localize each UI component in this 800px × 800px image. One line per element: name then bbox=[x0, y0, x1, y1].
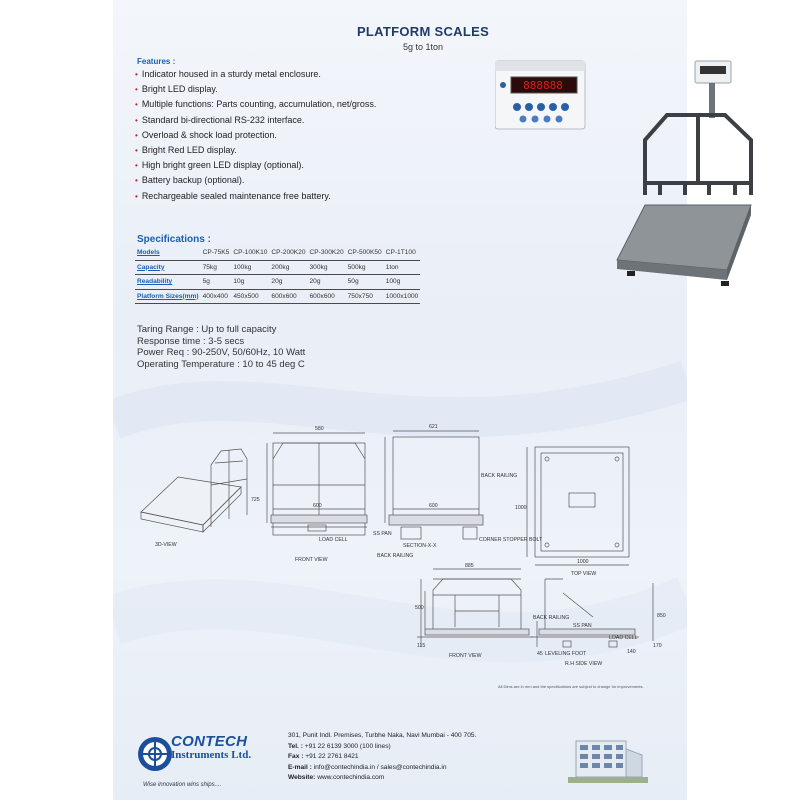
dim-1000w: 1000 bbox=[577, 559, 589, 565]
label-back-railing: BACK RAILING bbox=[377, 553, 414, 559]
contech-logo-icon bbox=[135, 734, 175, 774]
email-link[interactable]: info@contechindia.in / sales@contechindia.in bbox=[313, 763, 447, 771]
page-subtitle: 5g to 1ton bbox=[402, 42, 444, 52]
row-header: Capacity bbox=[135, 260, 201, 275]
label-ss-pan: SS PAN bbox=[373, 531, 392, 537]
label-front-view: FRONT VIEW bbox=[295, 557, 328, 563]
feature-item: • Bright LED display. bbox=[135, 84, 218, 95]
table-row bbox=[135, 289, 420, 304]
label-front-view-2: FRONT VIEW bbox=[449, 653, 482, 659]
note-line: Operating Temperature : 10 to 45 deg C bbox=[137, 358, 305, 370]
table-cell: 100g bbox=[384, 275, 421, 290]
label-section: SECTION-X-X bbox=[403, 543, 437, 549]
drawing-side-view bbox=[385, 431, 483, 539]
fax-line: Fax : +91 22 2761 8421 bbox=[288, 753, 359, 761]
bullet-icon: • bbox=[135, 176, 138, 186]
feature-item: • Overload & shock load protection. bbox=[135, 129, 277, 140]
dim-500: 500 bbox=[415, 605, 424, 611]
feature-item: • Multiple functions: Parts counting, accumulation, net/gross. bbox=[135, 99, 377, 110]
dim-115: 115 bbox=[417, 643, 426, 649]
operating-notes bbox=[137, 324, 305, 370]
table-cell: 20g bbox=[269, 275, 307, 290]
table-cell: 20g bbox=[308, 275, 346, 290]
technical-drawings bbox=[133, 415, 673, 685]
table-row bbox=[135, 260, 420, 275]
dim-580: 580 bbox=[315, 426, 324, 432]
email-line: E-mail : info@contechindia.in / sales@contechindia.in bbox=[288, 763, 447, 771]
brochure-page bbox=[113, 0, 687, 800]
table-cell: 750x750 bbox=[346, 289, 384, 304]
features-heading: Features : bbox=[137, 57, 176, 66]
label-leveling-foot: LEVELING FOOT bbox=[545, 651, 587, 657]
specifications-table bbox=[135, 246, 420, 304]
building-photo bbox=[568, 735, 648, 785]
website-line: Website: www.contechindia.com bbox=[288, 774, 385, 782]
company-name-line2: Instruments Ltd. bbox=[171, 749, 252, 761]
website-link[interactable]: www.contechindia.com bbox=[317, 774, 385, 782]
dim-45: 45 bbox=[537, 651, 543, 657]
label-corner-stopper: CORNER STOPPER BOLT bbox=[479, 537, 543, 543]
table-cell: CP-300K20 bbox=[308, 246, 346, 260]
label-ss-pan-2: SS PAN bbox=[573, 623, 592, 629]
dim-850: 850 bbox=[657, 613, 666, 619]
page-title: PLATFORM SCALES bbox=[356, 24, 490, 39]
label-3d-view: 3D-VIEW bbox=[155, 542, 177, 548]
dim-621: 621 bbox=[429, 424, 438, 430]
bullet-icon: • bbox=[135, 146, 138, 156]
dim-140: 140 bbox=[627, 649, 636, 655]
table-cell: 300kg bbox=[308, 260, 346, 275]
table-cell: CP-75K5 bbox=[201, 246, 232, 260]
bullet-icon: • bbox=[135, 191, 138, 201]
dim-725: 725 bbox=[251, 497, 260, 503]
bullet-icon: • bbox=[135, 100, 138, 110]
label-back-railing-3: BACK RAILING bbox=[533, 615, 570, 621]
table-cell: 5g bbox=[201, 275, 232, 290]
table-cell: 50g bbox=[346, 275, 384, 290]
feature-item: • Battery backup (optional). bbox=[135, 175, 245, 186]
label-back-railing-2: BACK RAILING bbox=[481, 473, 518, 479]
company-tagline: Wise innovation wins ships.... bbox=[143, 782, 222, 788]
table-cell: 500kg bbox=[346, 260, 384, 275]
table-row bbox=[135, 275, 420, 290]
bullet-icon: • bbox=[135, 70, 138, 79]
note-line: Response time : 3-5 secs bbox=[137, 335, 245, 347]
table-cell: 450x500 bbox=[231, 289, 269, 304]
dim-1000h: 1000 bbox=[515, 505, 527, 511]
bullet-icon: • bbox=[135, 130, 138, 140]
features-list bbox=[135, 67, 376, 204]
table-cell: 600x600 bbox=[269, 289, 307, 304]
company-address bbox=[288, 731, 476, 784]
feature-item: • Bright Red LED display. bbox=[135, 145, 237, 156]
table-cell: CP-100K10 bbox=[231, 246, 269, 260]
table-cell: 1000x1000 bbox=[384, 289, 421, 304]
drawing-top-view bbox=[527, 447, 629, 565]
table-cell: CP-500K50 bbox=[346, 246, 384, 260]
drawing-3d-view bbox=[141, 449, 247, 532]
label-rh-side-view: R.H SIDE VIEW bbox=[565, 661, 603, 667]
table-cell: 10g bbox=[231, 275, 269, 290]
table-cell: 1ton bbox=[384, 260, 421, 275]
feature-item: • Standard bi-directional RS-232 interface. bbox=[135, 114, 305, 125]
dim-600a: 600 bbox=[313, 503, 322, 509]
table-row bbox=[135, 246, 420, 260]
specifications-heading: Specifications : bbox=[137, 234, 211, 245]
phone-line: Tel. : +91 22 6139 3000 (100 lines) bbox=[288, 742, 391, 750]
label-load-cell: LOAD CELL bbox=[319, 537, 348, 543]
dimension-disclaimer: All Dims are in mm and the specifications are subject to change for improvements. bbox=[498, 684, 644, 689]
indicator-closeup bbox=[495, 61, 585, 129]
note-line: Power Req : 90-250V, 50/60Hz, 10 Watt bbox=[137, 347, 306, 358]
drawing-front-view bbox=[267, 433, 367, 535]
company-name: CONTECH bbox=[171, 733, 248, 750]
table-cell: 600x600 bbox=[308, 289, 346, 304]
table-cell: 200kg bbox=[269, 260, 307, 275]
bullet-icon: • bbox=[135, 115, 138, 125]
dim-170: 170 bbox=[653, 643, 662, 649]
note-line: Taring Range : Up to full capacity bbox=[137, 324, 277, 335]
feature-item: • Rechargeable sealed maintenance free battery. bbox=[135, 190, 331, 201]
dim-885: 885 bbox=[465, 563, 474, 569]
bullet-icon: • bbox=[135, 85, 138, 95]
feature-item: • Indicator housed in a sturdy metal enclosure. bbox=[135, 69, 321, 79]
bullet-icon: • bbox=[135, 161, 138, 171]
feature-item: • High bright green LED display (optional). bbox=[135, 160, 304, 171]
address-line: 301, Punit Indl. Premises, Turbhe Naka, Navi Mumbai - 400 705. bbox=[288, 732, 477, 739]
drawing-front-view-2 bbox=[417, 569, 533, 647]
table-cell: 100kg bbox=[231, 260, 269, 275]
back-railing bbox=[645, 115, 751, 195]
table-cell: 75kg bbox=[201, 260, 232, 275]
row-header: Readability bbox=[135, 275, 201, 290]
dim-600b: 600 bbox=[429, 503, 438, 509]
table-cell: 400x400 bbox=[201, 289, 232, 304]
table-cell: CP-1T100 bbox=[384, 246, 421, 260]
row-header: Platform Sizes(mm) bbox=[135, 289, 201, 304]
table-cell: CP-200K20 bbox=[269, 246, 307, 260]
led-digits: 888888 bbox=[523, 79, 563, 92]
label-top-view: TOP VIEW bbox=[571, 571, 597, 577]
platform-scale-photo bbox=[495, 55, 755, 300]
row-header: Models bbox=[135, 246, 201, 260]
label-load-cell-2: LOAD CELL bbox=[609, 635, 638, 641]
